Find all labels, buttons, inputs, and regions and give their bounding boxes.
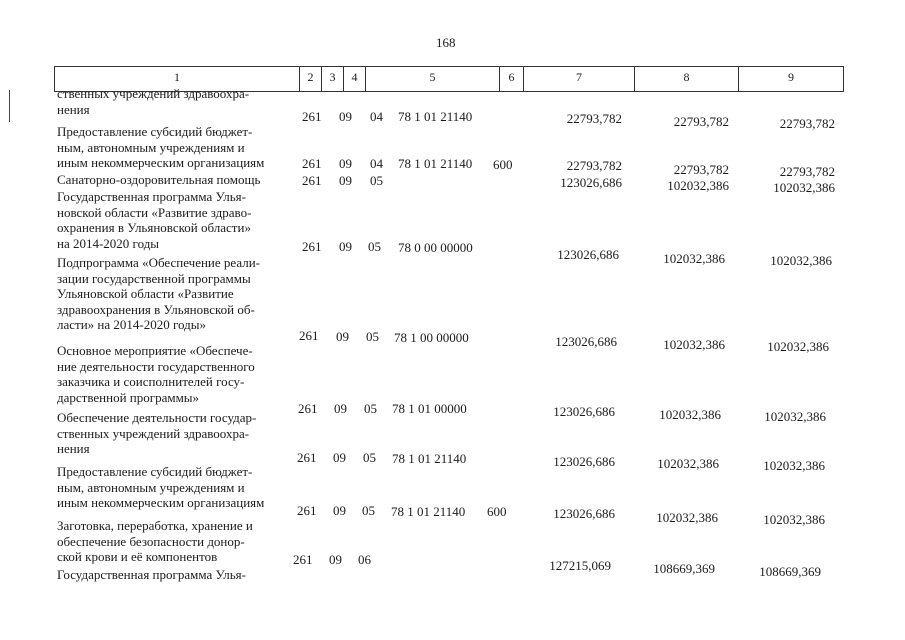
text-line: зации государственной программы — [57, 270, 251, 286]
col-2-value: 261 — [297, 450, 317, 465]
row-description — [57, 518, 293, 565]
text-line: здравоохранения в Ульяновской об- — [57, 301, 255, 317]
col-5-value: 78 1 01 21140 — [398, 156, 473, 171]
col-2-value: 261 — [302, 156, 322, 171]
col-5-value: 78 1 01 00000 — [392, 401, 467, 416]
col-5-value: 78 1 01 21140 — [398, 109, 473, 124]
col-5-value: 78 1 01 21140 — [392, 451, 467, 466]
text-line: ственных учреждений здравоохра- — [57, 86, 250, 101]
text-line: обеспечение безопасности донор- — [57, 533, 245, 549]
header-col-7: 7 — [523, 66, 634, 92]
col-4-value: 05 — [364, 401, 377, 416]
col-8-value: 22793,782 — [673, 114, 729, 129]
text-line: Заготовка, переработка, хранение и — [57, 518, 253, 533]
col-4-value: 04 — [370, 109, 383, 124]
col-3-value: 09 — [333, 503, 346, 518]
text-line: охранения в Ульяновской области» — [57, 220, 251, 235]
col-8-value: 22793,782 — [673, 162, 729, 177]
text-line: новской области «Развитие здраво- — [57, 204, 252, 220]
col-7-value: 123026,686 — [560, 175, 622, 190]
col-2-value: 261 — [297, 503, 317, 518]
col-3-value: 09 — [336, 329, 349, 344]
text-line: ным, автономным учреждениям и — [57, 139, 245, 155]
col-3-value: 09 — [339, 109, 352, 124]
col-4-value: 05 — [362, 503, 375, 518]
text-line: Ульяновской области «Развитие — [57, 286, 234, 301]
col-9-value: 102032,386 — [763, 458, 825, 473]
col-2-value: 261 — [302, 109, 322, 124]
col-9-value: 102032,386 — [773, 180, 835, 195]
col-3-value: 09 — [339, 156, 352, 171]
text-line: иным некоммерческим организациям — [57, 155, 265, 170]
text-line: иным некоммерческим организациям — [57, 495, 265, 510]
col-3-value: 09 — [334, 401, 347, 416]
col-7-value: 22793,782 — [566, 111, 622, 126]
row-description — [57, 189, 293, 251]
col-9-value: 102032,386 — [770, 253, 832, 268]
col-4-value: 05 — [363, 450, 376, 465]
text-line: Предоставление субсидий бюджет- — [57, 124, 253, 139]
scan-margin-line — [9, 90, 10, 122]
page-number: 168 — [436, 35, 456, 50]
text-line: на 2014-2020 годы — [57, 235, 160, 251]
col-7-value: 22793,782 — [566, 158, 622, 173]
col-4-value: 06 — [358, 552, 371, 567]
row-description — [57, 410, 293, 457]
text-line: Подпрограмма «Обеспечение реали- — [57, 255, 260, 270]
col-5-value: 78 0 00 00000 — [398, 240, 473, 255]
col-6-value: 600 — [487, 504, 507, 519]
text-line: нения — [57, 441, 90, 456]
text-line: ние деятельности государственного — [57, 358, 255, 374]
text-line: Основное мероприятие «Обеспече- — [57, 343, 253, 358]
col-5-value: 78 1 00 00000 — [394, 330, 469, 345]
header-col-5: 5 — [365, 66, 499, 92]
col-4-value: 05 — [368, 239, 381, 254]
row-description — [57, 567, 293, 583]
col-7-value: 127215,069 — [549, 558, 611, 573]
col-8-value: 102032,386 — [656, 510, 718, 525]
col-4-value: 05 — [370, 173, 383, 188]
col-2-value: 261 — [299, 328, 319, 343]
col-4-value: 04 — [370, 156, 383, 171]
col-9-value: 22793,782 — [779, 116, 835, 131]
row-description — [57, 124, 293, 171]
text-line: ской крови и её компонентов — [57, 549, 218, 564]
col-9-value: 102032,386 — [764, 409, 826, 424]
col-3-value: 09 — [333, 450, 346, 465]
col-8-value: 108669,369 — [653, 561, 715, 576]
row-description — [57, 255, 293, 333]
col-2-value: 261 — [302, 239, 322, 254]
col-7-value: 123026,686 — [557, 247, 619, 262]
row-description — [57, 464, 293, 511]
col-3-value: 09 — [339, 239, 352, 254]
row-description — [57, 343, 293, 405]
header-col-6: 6 — [499, 66, 523, 92]
text-line: заказчика и соисполнителей госу- — [57, 374, 245, 389]
col-3-value: 09 — [339, 173, 352, 188]
col-8-value: 102032,386 — [657, 456, 719, 471]
col-8-value: 102032,386 — [663, 337, 725, 352]
col-5-value: 78 1 01 21140 — [391, 504, 466, 519]
col-2-value: 261 — [302, 173, 322, 188]
text-line: ственных учреждений здравоохра- — [57, 425, 250, 441]
col-9-value: 108669,369 — [759, 564, 821, 579]
header-col-9: 9 — [738, 66, 844, 92]
col-3-value: 09 — [329, 552, 342, 567]
text-line: Государственная программа Улья- — [57, 567, 246, 582]
text-line: дарственной программы» — [57, 389, 200, 405]
header-col-8: 8 — [634, 66, 738, 92]
header-col-2: 2 — [299, 66, 321, 92]
col-2-value: 261 — [298, 401, 318, 416]
row-description — [57, 86, 293, 117]
text-line: Государственная программа Улья- — [57, 189, 246, 204]
col-2-value: 261 — [293, 552, 313, 567]
header-col-4: 4 — [343, 66, 365, 92]
col-9-value: 22793,782 — [779, 164, 835, 179]
col-4-value: 05 — [366, 329, 379, 344]
text-line: ным, автономным учреждениям и — [57, 479, 245, 495]
header-col-3: 3 — [321, 66, 343, 92]
col-8-value: 102032,386 — [667, 178, 729, 193]
col-8-value: 102032,386 — [659, 407, 721, 422]
col-7-value: 123026,686 — [553, 454, 615, 469]
col-6-value: 600 — [493, 157, 513, 172]
col-8-value: 102032,386 — [663, 251, 725, 266]
header-col-1: 1 — [54, 66, 299, 92]
text-line: Обеспечение деятельности государ- — [57, 410, 257, 425]
col-7-value: 123026,686 — [555, 334, 617, 349]
col-9-value: 102032,386 — [763, 512, 825, 527]
text-line: Предоставление субсидий бюджет- — [57, 464, 253, 479]
col-7-value: 123026,686 — [553, 404, 615, 419]
text-line: ласти» на 2014-2020 годы» — [57, 317, 206, 332]
row-description — [57, 172, 293, 188]
col-7-value: 123026,686 — [553, 506, 615, 521]
text-line: Санаторно-оздоровительная помощь — [57, 172, 261, 187]
col-9-value: 102032,386 — [767, 339, 829, 354]
text-line: нения — [57, 101, 90, 117]
